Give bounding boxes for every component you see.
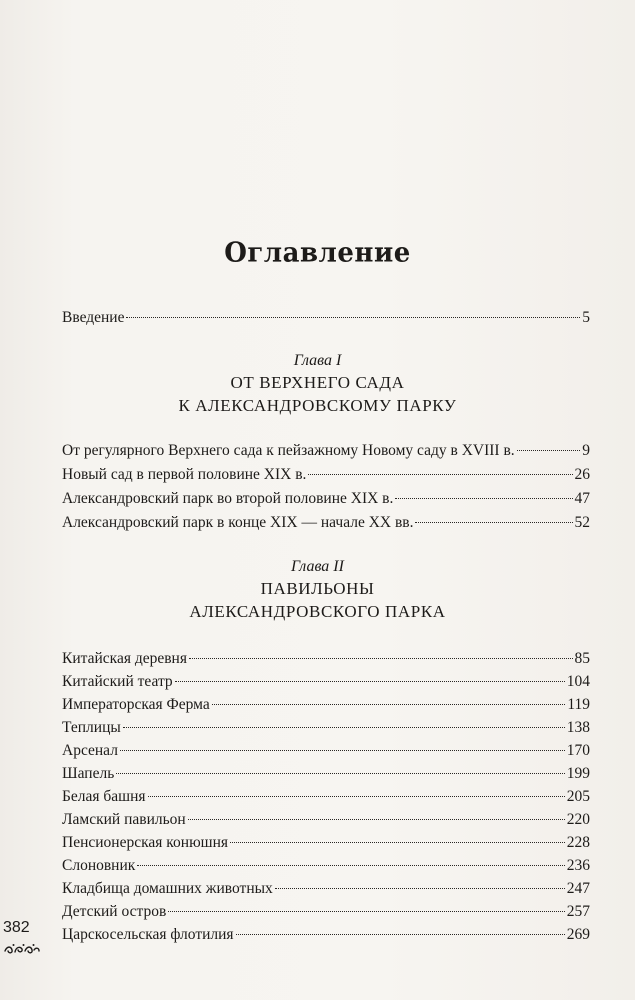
- leader-dots: [148, 796, 565, 797]
- leader-dots: [236, 934, 565, 935]
- toc-entry[interactable]: [62, 925, 590, 945]
- leader-dots: [395, 498, 572, 499]
- toc-entry[interactable]: [62, 649, 590, 669]
- toc-entry-label: Шапель: [62, 765, 115, 782]
- toc-entry-label: Новый сад в первой половине XIX в.: [62, 466, 307, 483]
- toc-entry-page: 5: [582, 309, 590, 326]
- toc-entry-label: Китайский театр: [62, 673, 173, 690]
- leader-dots: [517, 450, 581, 451]
- toc-entry-page: 26: [574, 466, 590, 483]
- toc-entry[interactable]: [62, 672, 590, 692]
- toc-entry-page: 247: [566, 880, 590, 897]
- chapter-title-line: ОТ ВЕРХНЕГО САДА: [230, 373, 405, 392]
- toc-entry-label: Арсенал: [62, 742, 118, 759]
- toc-entry[interactable]: [62, 513, 590, 533]
- toc-entry[interactable]: [62, 741, 590, 761]
- chapter-1-heading: [0, 351, 635, 417]
- toc-entry-page: 47: [574, 490, 590, 507]
- toc-entry-label: Слоновник: [62, 857, 136, 874]
- toc-entry-page: 104: [566, 673, 590, 690]
- toc-entry[interactable]: [62, 902, 590, 922]
- leader-dots: [275, 888, 565, 889]
- toc-entry-label: Ламский павильон: [62, 811, 186, 828]
- toc-entry-page: 170: [566, 742, 590, 759]
- leader-dots: [168, 911, 564, 912]
- leader-dots: [189, 658, 573, 659]
- toc-entry-label: Кладбища домашних животных: [62, 880, 273, 897]
- page-title: Оглавление: [224, 237, 411, 269]
- toc-entry-page: 9: [582, 442, 590, 459]
- toc-entry[interactable]: [62, 695, 590, 715]
- floral-ornament-icon: [3, 942, 41, 956]
- chapter-title-line: АЛЕКСАНДРОВСКОГО ПАРКА: [189, 602, 446, 621]
- chapter-label: Глава II: [291, 558, 344, 575]
- toc-entry[interactable]: [62, 879, 590, 899]
- toc-entry-label: Детский остров: [62, 903, 167, 920]
- toc-entry[interactable]: [62, 787, 590, 807]
- toc-entry-page: 205: [566, 788, 590, 805]
- toc-entry-label: Белая башня: [62, 788, 146, 805]
- toc-entry-introduction[interactable]: [62, 308, 590, 328]
- toc-entry[interactable]: [62, 764, 590, 784]
- toc-entry-label: От регулярного Верхнего сада к пейзажному Новому саду в XVIII в.: [62, 442, 515, 459]
- leader-dots: [116, 773, 564, 774]
- toc-entry[interactable]: [62, 465, 590, 485]
- toc-entry-label: Царскосельская флотилия: [62, 926, 234, 943]
- toc-entry[interactable]: [62, 441, 590, 461]
- chapter-2-heading: [0, 557, 635, 623]
- toc-entry-page: 119: [567, 696, 590, 713]
- toc-entry[interactable]: [62, 833, 590, 853]
- leader-dots: [212, 704, 566, 705]
- toc-entry[interactable]: [62, 718, 590, 738]
- toc-entry-label: Теплицы: [62, 719, 121, 736]
- toc-entry-page: 269: [566, 926, 590, 943]
- toc-entry-label: Александровский парк во второй половине XIX в.: [62, 490, 394, 507]
- leader-dots: [120, 750, 565, 751]
- chapter-label: Глава I: [293, 352, 342, 369]
- toc-entry-label: Пенсионерская конюшня: [62, 834, 229, 851]
- toc-entry-page: 199: [566, 765, 590, 782]
- toc-entry[interactable]: [62, 856, 590, 876]
- leader-dots: [137, 865, 564, 866]
- toc-entry-label: Александровский парк в конце XIX — начале XX вв.: [62, 514, 414, 531]
- toc-entry-label: Китайская деревня: [62, 650, 187, 667]
- toc-entry-page: 257: [566, 903, 590, 920]
- toc-entry[interactable]: [62, 810, 590, 830]
- page-number: 382: [3, 919, 30, 936]
- toc-entry-label: Императорская Ферма: [62, 696, 210, 713]
- leader-dots: [126, 317, 580, 318]
- toc-entry[interactable]: [62, 489, 590, 509]
- toc-entry-page: 228: [566, 834, 590, 851]
- leader-dots: [188, 819, 565, 820]
- chapter-title-line: ПАВИЛЬОНЫ: [260, 579, 375, 598]
- leader-dots: [308, 474, 572, 475]
- leader-dots: [123, 727, 565, 728]
- toc-entry-page: 85: [574, 650, 590, 667]
- leader-dots: [230, 842, 565, 843]
- toc-entry-page: 52: [574, 514, 590, 531]
- chapter-title-line: К АЛЕКСАНДРОВСКОМУ ПАРКУ: [178, 396, 457, 415]
- toc-entry-page: 220: [566, 811, 590, 828]
- leader-dots: [175, 681, 565, 682]
- toc-entry-page: 138: [566, 719, 590, 736]
- toc-entry-label: Введение: [62, 309, 125, 326]
- leader-dots: [415, 522, 572, 523]
- toc-entry-page: 236: [566, 857, 590, 874]
